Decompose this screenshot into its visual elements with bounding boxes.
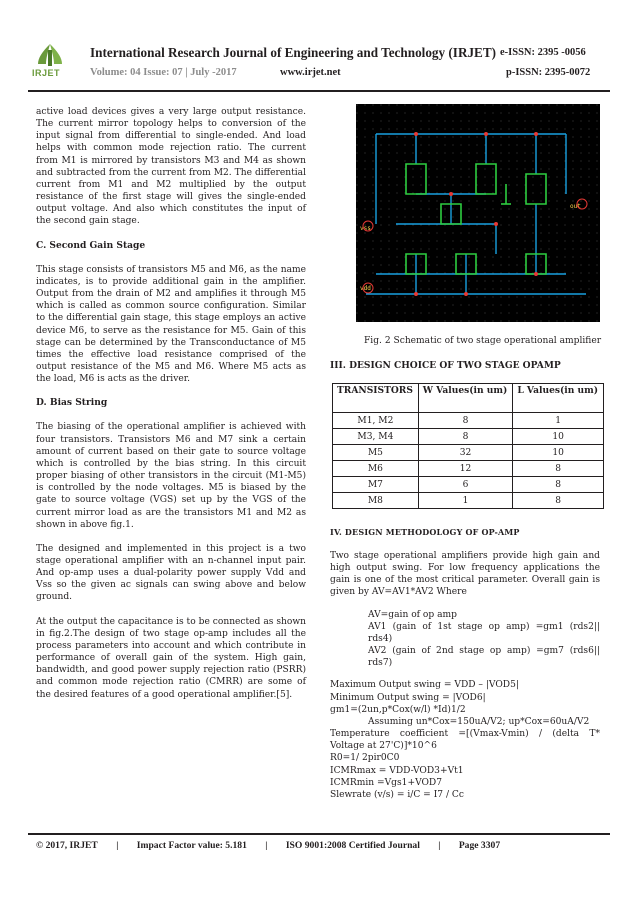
schematic-figure [356,104,600,322]
table-header-row [333,384,604,413]
e-issn: e-ISSN: 2395 -0056 [500,47,586,58]
eq-min-swing: Minimum Output swing = |VOD6| [330,692,486,703]
section-4-heading: IV. DESIGN METHODOLOGY OF OP-AMP [330,527,520,537]
journal-title: International Research Journal of Engineering and Technology (IRJET) [90,45,497,60]
paragraph-output-capacitance: At the output the capacitance is to be connected as shown in fig.2.The design of two stage op-amp includes all the process parameters into account and which contribute in performance of overall gain of the system. High gain, bandwidth, and good power supply rejection ratio (PSRR) and common mode rejection ratio (CMRR) are some of the desired features of a good operational amplifier.[5]. [36,616,306,700]
footer-page-number: Page 3307 [458,840,501,851]
vss-label: vss [360,225,371,232]
footer-separator: | [265,840,268,851]
table-cell: 8 [513,477,604,493]
table-cell: 10 [513,429,604,445]
table-cell: 8 [418,429,513,445]
out-label: out [570,203,581,210]
figure-caption: Fig. 2 Schematic of two stage operational amplifier [364,336,602,346]
table-cell: 8 [513,461,604,477]
column-header: W Values(in um) [418,384,513,413]
table-cell: 1 [418,493,513,509]
table-cell: 1 [513,413,604,429]
footer-rule [28,833,610,835]
eq-temp-coeff: Temperature coefficient =[(Vmax-Vmin) / (delta T* Voltage at 27'C)]*10^6 [330,729,600,752]
schematic-diagram [356,104,600,322]
eq-av1: AV1 (gain of 1st stage op amp) =gm1 (rds2|| rds4) [368,621,600,644]
table-cell: M5 [333,445,419,461]
table-row [333,477,604,493]
vdd-label: vdd [360,285,371,292]
table-cell: 12 [418,461,513,477]
footer-impact-factor: Impact Factor value: 5.181 [136,840,247,851]
eq-r0: R0=1/ 2pir0C0 [330,753,400,764]
footer-copyright: © 2017, IRJET [36,840,98,851]
paragraph-active-load: active load devices gives a very large output resistance. The current mirror topology helps to conversion of the input signal from differential to single-ended. And load helps with common mode rejection ratio. The current from M1 is mirrored by transistors M3 and M4 as shown and subtracted from the current from M2. The differential current from M1 and M2 multiplied by the output resistance of the first stage will gives the single-ended output voltage. And also which constitutes the input of the second gain stage. [36,107,306,227]
eq-av: AV=gain of op amp [368,609,457,620]
p-issn: p-ISSN: 2395-0072 [506,67,591,78]
footer-separator: | [438,840,441,851]
paragraph-second-gain-stage: This stage consists of transistors M5 and M6, as the name indicates, is to provide additional gain in the amplifier. Output from the drain of M2 and amplifies it through M5 which is called as common source configuration. Similar to the differential gain stage, this stage employs an active device M6, to serve as the resistance for M5. Gain of this stage can be determined by the Transconductance of M5 times the effective load resistance comprised of the output resistance of the M5 and M6. Where M5 acts as the load, M6 is acts as the driver. [36,264,306,385]
column-header: L Values(in um) [513,384,604,413]
footer-iso: ISO 9001:2008 Certified Journal [285,840,420,851]
table-row [333,461,604,477]
website-link[interactable]: www.irjet.net [280,67,341,78]
transistor-table [332,383,604,509]
table-cell: M7 [333,477,419,493]
page-footer [36,840,500,851]
left-column [36,106,306,713]
heading-second-gain-stage: C. Second Gain Stage [36,239,146,251]
eq-assuming: Assuming un*Cox=150uA/V2; up*Cox=60uA/V2 [368,716,590,727]
eq-gm1: gm1=(2un,p*Cox(w/l) *Id)1/2 [330,704,466,715]
eq-icmr-min: ICMRmin =Vgs1+VOD7 [330,777,443,788]
table-cell: M1, M2 [333,413,419,429]
design-methodology [330,550,600,801]
eq-av2: AV2 (gain of 2nd stage op amp) =gm7 (rds6|| rds7) [368,646,600,669]
eq-max-swing: Maximum Output swing = VDD – |VOD5| [330,680,519,691]
logo-text: IRJET [32,68,61,78]
table-cell: 10 [513,445,604,461]
table-row [333,445,604,461]
journal-header [28,40,608,84]
table-row [333,493,604,509]
table-cell: M6 [333,461,419,477]
design-intro: Two stage operational amplifiers provide high gain and high output swing. For low frequency applications the gain is one of the most critical parameter. Overall gain is given by AV=AV1*AV2 Where [330,551,600,598]
table-cell: M3, M4 [333,429,419,445]
table-row [333,429,604,445]
eq-icmr-max: ICMRmax = VDD-VOD3+Vt1 [330,765,464,776]
footer-separator: | [116,840,119,851]
table-cell: 6 [418,477,513,493]
table-cell: M8 [333,493,419,509]
table-cell: 8 [418,413,513,429]
section-3-heading: III. DESIGN CHOICE OF TWO STAGE OPAMP [330,360,561,371]
header-rule [28,90,610,92]
paragraph-design-project: The designed and implemented in this project is a two stage operational amplifier with an n-channel input pair. And op-amp uses a dual-polarity power supply Vdd and Vss so the given ac signals can swing above and below ground. [36,543,306,603]
table-row [333,413,604,429]
eq-slew-rate: Slewrate (v/s) = i/C = I7 / Cc [330,789,464,800]
paragraph-bias-string: The biasing of the operational amplifier is achieved with four transistors. Transistors M6 and M7 sink a certain amount of current based on their gate to source voltage which is controlled by the bias string. In this circuit proper biasing of other transistors in the circuit (M1-M5) is controlled by the node voltages. M5 is biased by the gate to source voltage (VGS) set up by the VGS of the current mirror load as are the transistors M1 and M2 as shown in above fig.1. [36,422,306,530]
table-cell: 32 [418,445,513,461]
heading-bias-string: D. Bias String [36,397,108,409]
volume-issue: Volume: 04 Issue: 07 | July -2017 [90,67,237,78]
column-header: TRANSISTORS [333,384,419,413]
table-cell: 8 [513,493,604,509]
